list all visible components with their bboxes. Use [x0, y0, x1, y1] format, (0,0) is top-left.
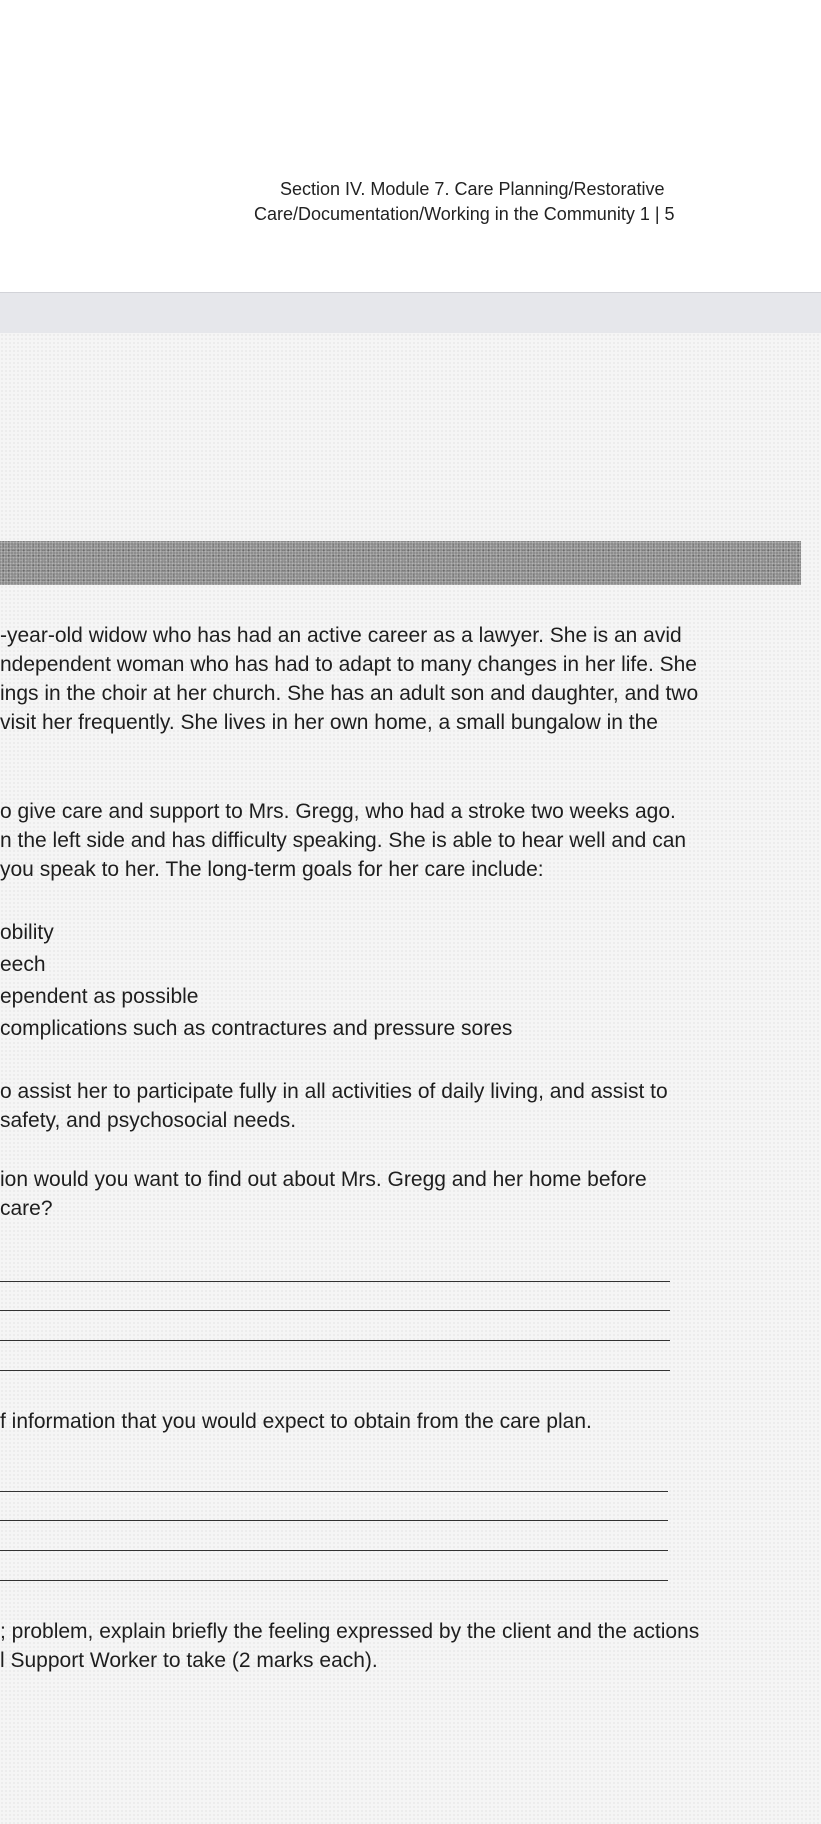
answer-line	[0, 1281, 670, 1282]
answer-line	[0, 1310, 670, 1311]
question-3-line-2: l Support Worker to take (2 marks each).	[0, 1649, 378, 1672]
goal-item-4: complications such as contractures and pressure sores	[0, 1017, 513, 1040]
goal-item-2: eech	[0, 953, 46, 976]
shaded-heading-band	[0, 541, 801, 585]
scenario-line-3: ings in the choir at her church. She has an adult son and daughter, and two	[0, 682, 699, 705]
answer-line	[0, 1520, 668, 1521]
question-3-line-1: ; problem, explain briefly the feeling expressed by the client and the actions	[0, 1620, 700, 1643]
answer-line	[0, 1370, 670, 1371]
scenario-line-1: -year-old widow who has had an active career as a lawyer. She is an avid	[0, 624, 682, 647]
question-2-line-1: f information that you would expect to obtain from the care plan.	[0, 1410, 592, 1433]
answer-line	[0, 1550, 668, 1551]
page-separator	[0, 292, 821, 334]
goal-item-3: ependent as possible	[0, 985, 199, 1008]
scenario-line-2: ndependent woman who has had to adapt to many changes in her life. She	[0, 653, 697, 676]
header-line-2: Care/Documentation/Working in the Community 1 | 5	[254, 204, 675, 224]
header-line-1: Section IV. Module 7. Care Planning/Restorative	[280, 179, 665, 199]
question-1-line-1: ion would you want to find out about Mrs. Gregg and her home before	[0, 1168, 647, 1191]
answer-line	[0, 1580, 668, 1581]
care-line-2: n the left side and has difficulty speaking. She is able to hear well and can	[0, 829, 687, 852]
goal-item-1: obility	[0, 921, 54, 944]
page-top	[0, 0, 821, 292]
question-1-line-2: care?	[0, 1197, 53, 1220]
care-line-3: you speak to her. The long-term goals for her care include:	[0, 858, 544, 881]
scenario-line-4: visit her frequently. She lives in her own home, a small bungalow in the	[0, 711, 658, 734]
assist-line-2: safety, and psychosocial needs.	[0, 1109, 297, 1132]
assist-line-1: o assist her to participate fully in all activities of daily living, and assist to	[0, 1080, 668, 1103]
answer-line	[0, 1340, 670, 1341]
care-line-1: o give care and support to Mrs. Gregg, who had a stroke two weeks ago.	[0, 800, 676, 823]
answer-line	[0, 1491, 668, 1492]
